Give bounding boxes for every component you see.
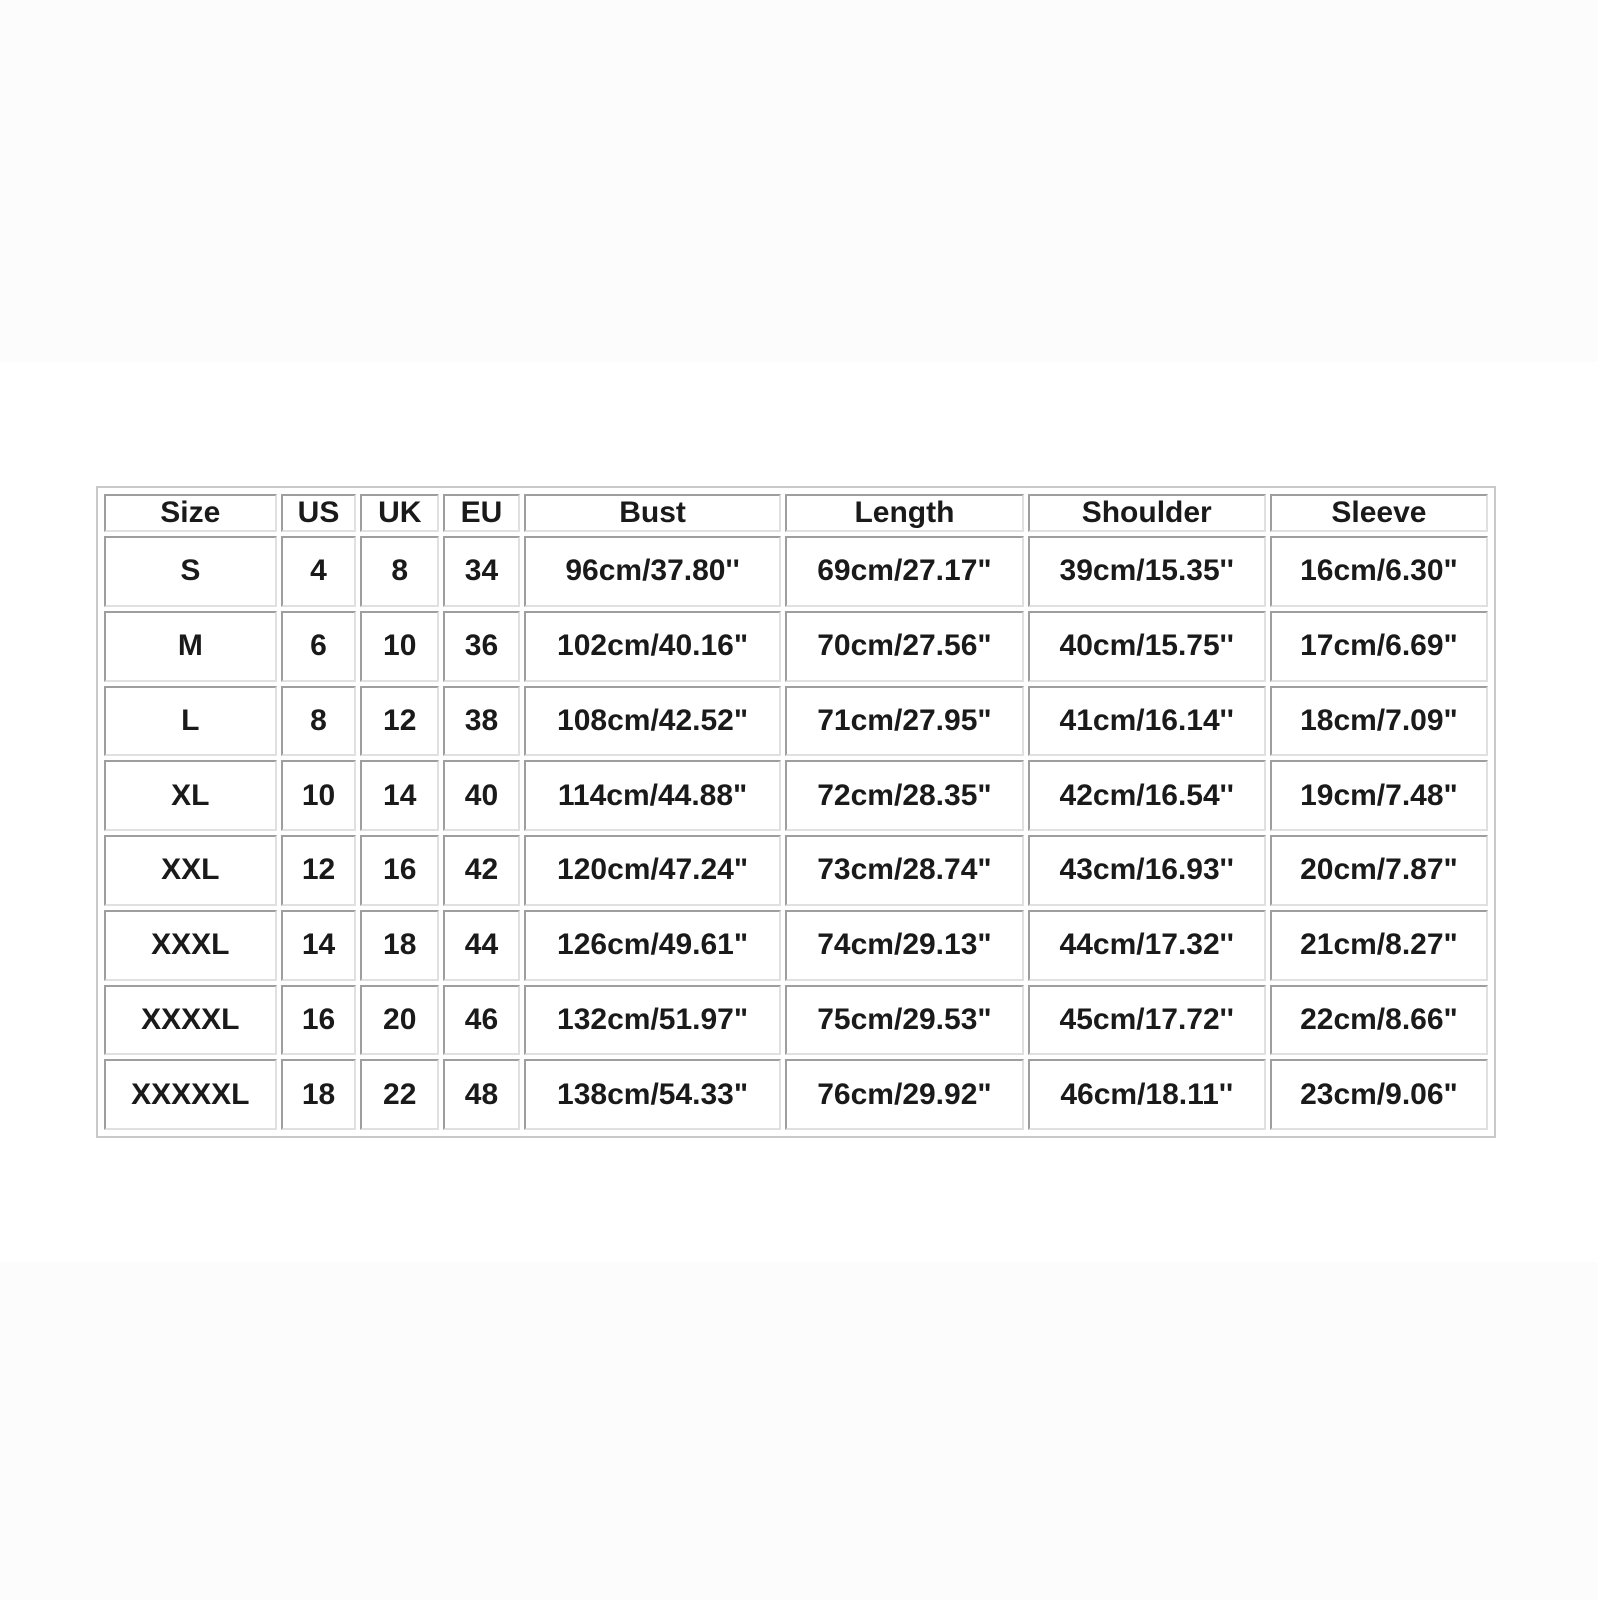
- header-sleeve: Sleeve: [1270, 494, 1488, 532]
- table-row: [104, 536, 1488, 607]
- header-uk: UK: [360, 494, 439, 532]
- table-row: [104, 910, 1488, 981]
- cell-sleeve: 23cm/9.06": [1270, 1059, 1488, 1130]
- header-bust: Bust: [524, 494, 781, 532]
- cell-length: 76cm/29.92": [785, 1059, 1023, 1130]
- cell-uk: 20: [360, 985, 439, 1056]
- cell-us: 4: [281, 536, 357, 607]
- cell-shoulder: 43cm/16.93'': [1028, 835, 1266, 906]
- size-chart: [96, 486, 1496, 1138]
- cell-sleeve: 20cm/7.87": [1270, 835, 1488, 906]
- cell-shoulder: 42cm/16.54'': [1028, 760, 1266, 831]
- cell-us: 16: [281, 985, 357, 1056]
- cell-shoulder: 46cm/18.11'': [1028, 1059, 1266, 1130]
- cell-us: 10: [281, 760, 357, 831]
- cell-bust: 126cm/49.61": [524, 910, 781, 981]
- cell-size: XXXXXL: [104, 1059, 277, 1130]
- header-size: Size: [104, 494, 277, 532]
- cell-eu: 48: [443, 1059, 520, 1130]
- cell-eu: 38: [443, 686, 520, 757]
- cell-us: 18: [281, 1059, 357, 1130]
- table-row: [104, 611, 1488, 682]
- cell-shoulder: 40cm/15.75'': [1028, 611, 1266, 682]
- table-row: [104, 985, 1488, 1056]
- cell-us: 6: [281, 611, 357, 682]
- cell-uk: 10: [360, 611, 439, 682]
- cell-shoulder: 44cm/17.32'': [1028, 910, 1266, 981]
- cell-us: 8: [281, 686, 357, 757]
- cell-eu: 40: [443, 760, 520, 831]
- cell-bust: 138cm/54.33": [524, 1059, 781, 1130]
- cell-uk: 16: [360, 835, 439, 906]
- cell-uk: 12: [360, 686, 439, 757]
- cell-bust: 114cm/44.88": [524, 760, 781, 831]
- cell-uk: 14: [360, 760, 439, 831]
- cell-shoulder: 39cm/15.35'': [1028, 536, 1266, 607]
- size-table: [100, 490, 1492, 1134]
- cell-size: L: [104, 686, 277, 757]
- cell-sleeve: 22cm/8.66": [1270, 985, 1488, 1056]
- header-eu: EU: [443, 494, 520, 532]
- cell-eu: 36: [443, 611, 520, 682]
- cell-bust: 102cm/40.16": [524, 611, 781, 682]
- cell-length: 69cm/27.17": [785, 536, 1023, 607]
- cell-uk: 8: [360, 536, 439, 607]
- cell-shoulder: 41cm/16.14'': [1028, 686, 1266, 757]
- cell-uk: 22: [360, 1059, 439, 1130]
- cell-bust: 120cm/47.24": [524, 835, 781, 906]
- cell-length: 74cm/29.13": [785, 910, 1023, 981]
- cell-eu: 46: [443, 985, 520, 1056]
- cell-eu: 44: [443, 910, 520, 981]
- cell-size: M: [104, 611, 277, 682]
- cell-size: XXXL: [104, 910, 277, 981]
- cell-bust: 132cm/51.97": [524, 985, 781, 1056]
- table-row: [104, 760, 1488, 831]
- cell-size: XXL: [104, 835, 277, 906]
- cell-length: 71cm/27.95": [785, 686, 1023, 757]
- table-row: [104, 835, 1488, 906]
- cell-sleeve: 19cm/7.48": [1270, 760, 1488, 831]
- cell-length: 72cm/28.35": [785, 760, 1023, 831]
- table-row: [104, 1059, 1488, 1130]
- cell-size: XL: [104, 760, 277, 831]
- cell-eu: 42: [443, 835, 520, 906]
- cell-sleeve: 16cm/6.30": [1270, 536, 1488, 607]
- table-row: [104, 686, 1488, 757]
- header-length: Length: [785, 494, 1023, 532]
- cell-bust: 108cm/42.52": [524, 686, 781, 757]
- cell-shoulder: 45cm/17.72'': [1028, 985, 1266, 1056]
- cell-eu: 34: [443, 536, 520, 607]
- cell-us: 14: [281, 910, 357, 981]
- cell-bust: 96cm/37.80'': [524, 536, 781, 607]
- cell-us: 12: [281, 835, 357, 906]
- header-us: US: [281, 494, 357, 532]
- cell-sleeve: 17cm/6.69": [1270, 611, 1488, 682]
- cell-sleeve: 18cm/7.09": [1270, 686, 1488, 757]
- header-row: [104, 494, 1488, 532]
- cell-uk: 18: [360, 910, 439, 981]
- cell-sleeve: 21cm/8.27": [1270, 910, 1488, 981]
- header-shoulder: Shoulder: [1028, 494, 1266, 532]
- cell-length: 73cm/28.74": [785, 835, 1023, 906]
- cell-size: XXXXL: [104, 985, 277, 1056]
- cell-length: 75cm/29.53": [785, 985, 1023, 1056]
- cell-length: 70cm/27.56": [785, 611, 1023, 682]
- cell-size: S: [104, 536, 277, 607]
